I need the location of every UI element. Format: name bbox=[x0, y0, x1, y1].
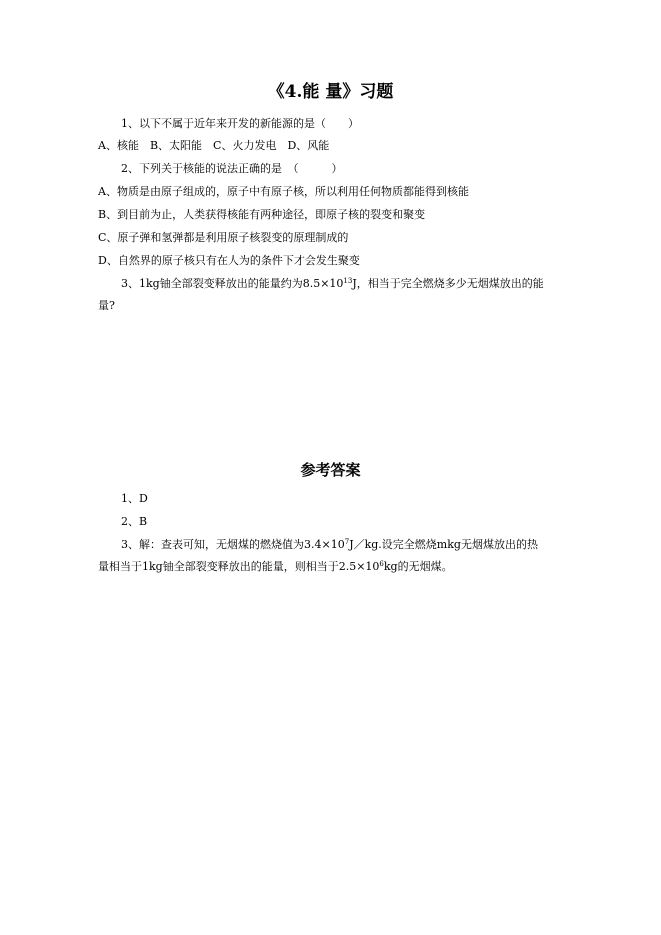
answer-2: 2、B bbox=[121, 515, 148, 528]
question-3-exponent: 13 bbox=[343, 277, 353, 285]
page-title: 《4.能 量》习题 bbox=[267, 82, 394, 102]
question-3-text-end: J，相当于完全燃烧多少无烟煤放出的能 bbox=[352, 277, 544, 290]
answers-title: 参考答案 bbox=[300, 461, 361, 479]
answer-3-text-end: J／kg.设完全燃烧mkg无烟煤放出的热 bbox=[349, 538, 538, 551]
answer-3-cont-exponent: 6 bbox=[379, 560, 384, 568]
answer-3-exponent: 7 bbox=[344, 538, 350, 546]
question-2-option-a: A、物质是由原子组成的，原子中有原子核，所以利用任何物质都能得到核能 bbox=[98, 185, 469, 198]
question-3-continuation: 量? bbox=[98, 299, 115, 312]
answer-3-text-start: 3、解：查表可知，无烟煤的燃烧值为3.4×10 bbox=[121, 538, 345, 551]
answer-3-continuation bbox=[98, 560, 453, 574]
question-3 bbox=[121, 277, 544, 291]
question-2-option-d: D、自然界的原子核只有在人为的条件下才会发生聚变 bbox=[98, 254, 360, 267]
question-2-option-c: C、原子弹和氢弹都是利用原子核裂变的原理制成的 bbox=[98, 231, 349, 244]
question-1-options: A、核能 B、太阳能 C、火力发电 D、风能 bbox=[98, 139, 330, 152]
question-2-option-b: B、到目前为止，人类获得核能有两种途径，即原子核的裂变和聚变 bbox=[98, 208, 426, 221]
question-3-text-start: 3、1kg铀全部裂变释放出的能量约为8.5×10 bbox=[121, 277, 344, 290]
answer-3-cont-start: 量相当于1kg铀全部裂变释放出的能量，则相当于2.5×10 bbox=[98, 560, 380, 573]
answer-3-cont-end: kg的无烟煤。 bbox=[383, 560, 453, 573]
question-2: 2、下列关于核能的说法正确的是 （ ） bbox=[121, 162, 343, 175]
answer-3 bbox=[121, 538, 538, 552]
question-1: 1、以下不属于近年来开发的新能源的是（ ） bbox=[121, 117, 359, 130]
answer-1: 1、D bbox=[121, 492, 148, 505]
